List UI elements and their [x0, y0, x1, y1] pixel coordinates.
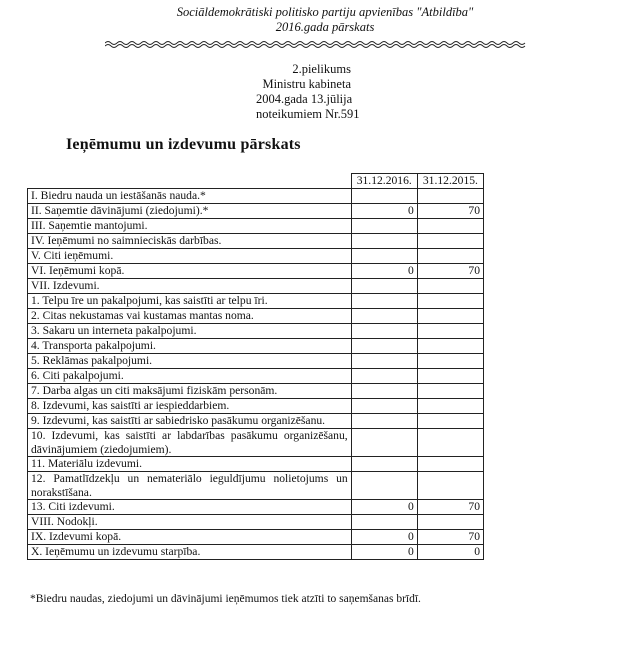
value-2016	[351, 309, 417, 324]
table-row	[28, 472, 484, 500]
row-label: 10. Izdevumi, kas saistīti ar labdarības pasākumu organizēšanu, dāvinājumiem (ziedojumiem).	[28, 429, 352, 457]
value-2016	[351, 279, 417, 294]
value-2015	[417, 457, 483, 472]
row-label: IX. Izdevumi kopā.	[28, 530, 352, 545]
row-label: VII. Izdevumi.	[28, 279, 352, 294]
value-2015: 70	[417, 530, 483, 545]
row-label: 6. Citi pakalpojumi.	[28, 369, 352, 384]
value-2015	[417, 515, 483, 530]
row-label: 4. Transporta pakalpojumi.	[28, 339, 352, 354]
row-label: 2. Citas nekustamas vai kustamas mantas noma.	[28, 309, 352, 324]
document-header	[0, 5, 634, 35]
value-2016	[351, 399, 417, 414]
table-header-row	[28, 174, 484, 189]
value-2015	[417, 189, 483, 204]
value-2016	[351, 414, 417, 429]
table-row	[28, 294, 484, 309]
value-2015	[417, 354, 483, 369]
column-header-2015: 31.12.2015.	[417, 174, 483, 189]
table-row	[28, 324, 484, 339]
table-row	[28, 515, 484, 530]
value-2015: 70	[417, 264, 483, 279]
report-title: Ieņēmumu un izdevumu pārskats	[66, 136, 301, 153]
row-label: 9. Izdevumi, kas saistīti ar sabiedrisko pasākumu organizēšanu.	[28, 414, 352, 429]
row-label: X. Ieņēmumu un izdevumu starpība.	[28, 545, 352, 560]
row-label: 11. Materiālu izdevumi.	[28, 457, 352, 472]
value-2016	[351, 294, 417, 309]
table-row	[28, 384, 484, 399]
header-party-name: Sociāldemokrātiski politisko partiju apvienības "Atbildība"	[176, 5, 474, 19]
wavy-divider	[105, 40, 527, 48]
table-row	[28, 545, 484, 560]
table-row	[28, 249, 484, 264]
value-2015: 70	[417, 204, 483, 219]
table-row	[28, 189, 484, 204]
value-2016	[351, 219, 417, 234]
value-2015	[417, 249, 483, 264]
value-2015	[417, 234, 483, 249]
value-2016: 0	[351, 500, 417, 515]
value-2015	[417, 384, 483, 399]
table-row	[28, 354, 484, 369]
table-row	[28, 369, 484, 384]
table-row	[28, 429, 484, 457]
table-row	[28, 399, 484, 414]
value-2015	[417, 279, 483, 294]
table-row	[28, 530, 484, 545]
value-2015	[417, 324, 483, 339]
appendix-date: 2004.gada 13.jūlija	[256, 92, 353, 106]
header-report-year: 2016.gada pārskats	[275, 20, 375, 34]
value-2016	[351, 339, 417, 354]
row-label: IV. Ieņēmumi no saimnieciskās darbības.	[28, 234, 352, 249]
value-2015	[417, 399, 483, 414]
table-row	[28, 500, 484, 515]
value-2016	[351, 369, 417, 384]
row-label: II. Saņemtie dāvinājumi (ziedojumi).*	[28, 204, 352, 219]
row-label: III. Saņemtie mantojumi.	[28, 219, 352, 234]
appendix-cabinet: Ministru kabineta	[262, 77, 351, 91]
header-blank-cell	[28, 174, 352, 189]
value-2015	[417, 309, 483, 324]
value-2015: 70	[417, 500, 483, 515]
table-row	[28, 414, 484, 429]
footnote: *Biedru naudas, ziedojumi un dāvinājumi ieņēmumos tiek atzīti to saņemšanas brīdī.	[30, 593, 421, 605]
table-row	[28, 219, 484, 234]
value-2015	[417, 472, 483, 500]
row-label: 7. Darba algas un citi maksājumi fiziskām personām.	[28, 384, 352, 399]
table-row	[28, 457, 484, 472]
value-2016: 0	[351, 545, 417, 560]
value-2016: 0	[351, 204, 417, 219]
value-2016	[351, 354, 417, 369]
value-2016	[351, 234, 417, 249]
row-label: 8. Izdevumi, kas saistīti ar iespieddarbiem.	[28, 399, 352, 414]
table-row	[28, 204, 484, 219]
table-row	[28, 279, 484, 294]
appendix-number: 2.pielikums	[292, 62, 351, 76]
table-row	[28, 339, 484, 354]
value-2016: 0	[351, 530, 417, 545]
value-2015	[417, 339, 483, 354]
row-label: 12. Pamatlīdzekļu un nemateriālo ieguldījumu nolietojums un norakstīšana.	[28, 472, 352, 500]
row-label: 5. Reklāmas pakalpojumi.	[28, 354, 352, 369]
value-2015	[417, 429, 483, 457]
table-row	[28, 234, 484, 249]
row-label: 3. Sakaru un interneta pakalpojumi.	[28, 324, 352, 339]
row-label: 1. Telpu īre un pakalpojumi, kas saistīti ar telpu īri.	[28, 294, 352, 309]
row-label: VIII. Nodokļi.	[28, 515, 352, 530]
row-label: V. Citi ieņēmumi.	[28, 249, 352, 264]
value-2016	[351, 515, 417, 530]
table-row	[28, 309, 484, 324]
value-2016	[351, 249, 417, 264]
value-2016	[351, 189, 417, 204]
value-2016	[351, 384, 417, 399]
row-label: VI. Ieņēmumi kopā.	[28, 264, 352, 279]
row-label: 13. Citi izdevumi.	[28, 500, 352, 515]
value-2015: 0	[417, 545, 483, 560]
value-2015	[417, 294, 483, 309]
value-2016	[351, 472, 417, 500]
column-header-2016: 31.12.2016.	[351, 174, 417, 189]
income-expense-table	[27, 173, 484, 560]
appendix-reference	[256, 62, 360, 122]
table-row	[28, 264, 484, 279]
appendix-regulation: noteikumiem Nr.591	[256, 107, 360, 121]
value-2016	[351, 457, 417, 472]
value-2015	[417, 369, 483, 384]
row-label: I. Biedru nauda un iestāšanās nauda.*	[28, 189, 352, 204]
value-2016	[351, 429, 417, 457]
value-2015	[417, 219, 483, 234]
value-2016: 0	[351, 264, 417, 279]
value-2016	[351, 324, 417, 339]
value-2015	[417, 414, 483, 429]
